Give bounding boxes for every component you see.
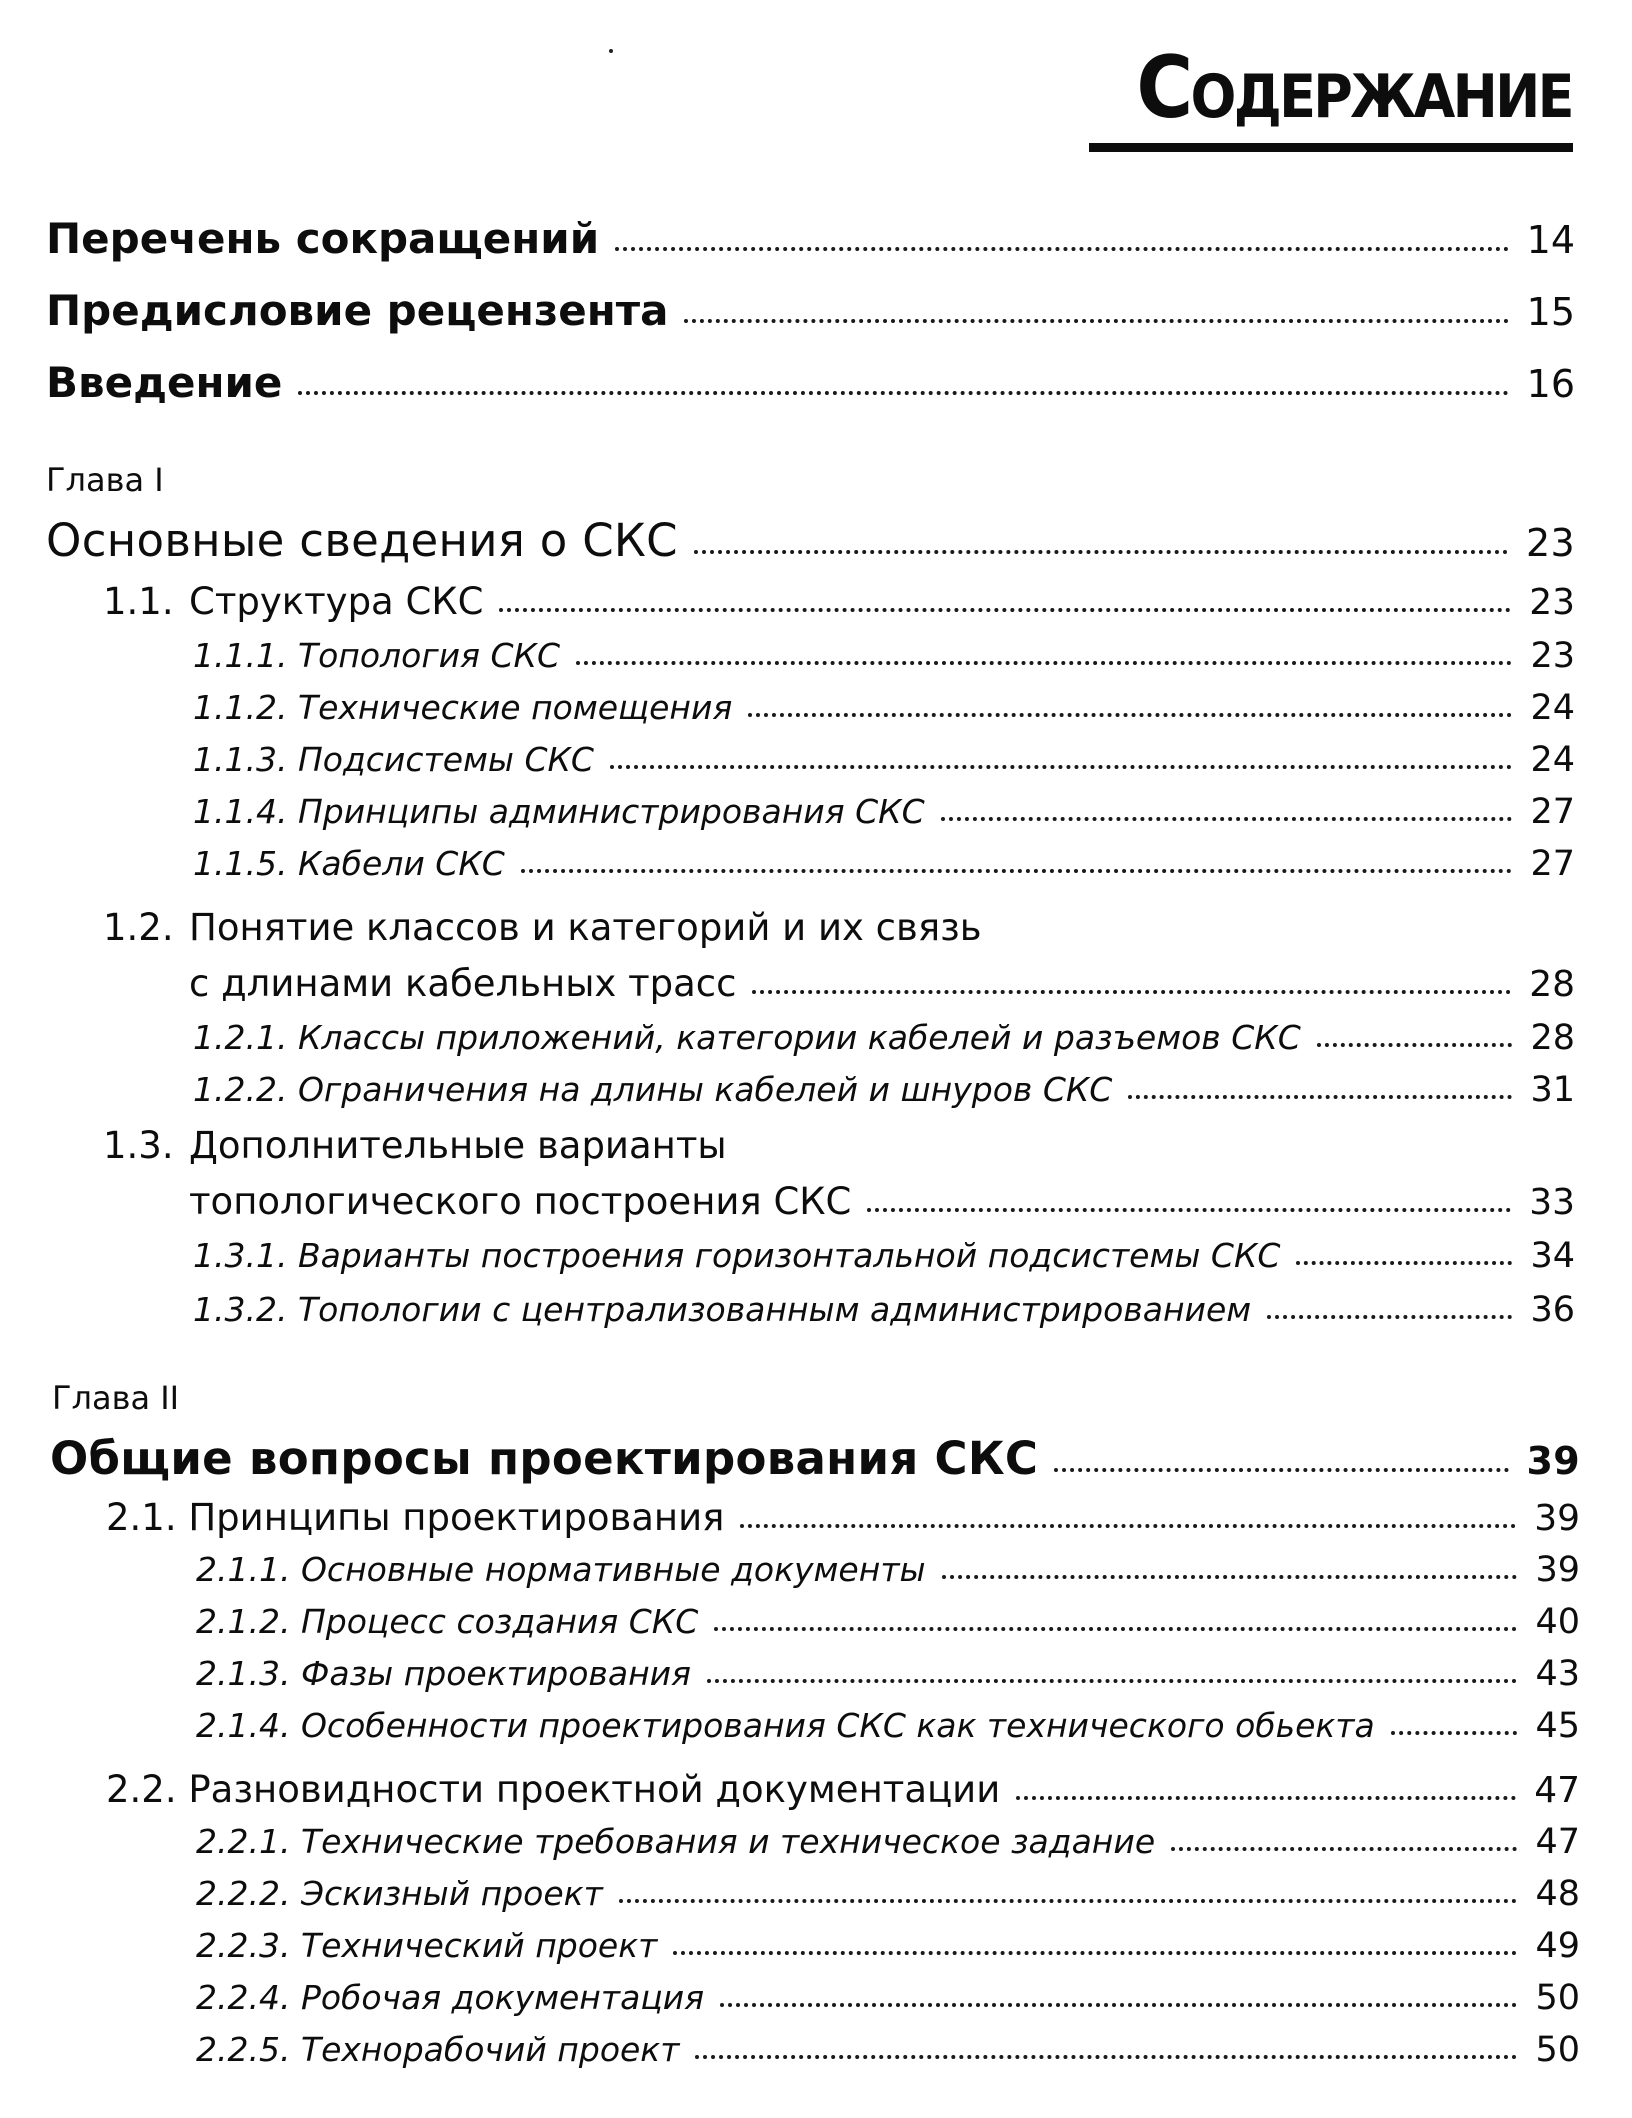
- dot-leader: [521, 869, 1513, 873]
- toc-entry-label: 1.3.2. Топологии с централизованным администрированием: [193, 1290, 1252, 1329]
- toc-entry-label: 1.2.1. Классы приложений, категории кабелей и разъемов СКС: [193, 1018, 1301, 1057]
- toc-entry-abbreviations[interactable]: [46, 214, 1575, 263]
- toc-subsection-2-2-1[interactable]: [196, 1822, 1580, 1862]
- print-speck: [609, 49, 613, 53]
- toc-entry-label: 2.2.2. Эскизный проект: [196, 1874, 603, 1913]
- chapter-kicker: Глава I: [46, 461, 164, 499]
- toc-entry-label: 2.2. Разновидности проектной документации: [106, 1768, 1001, 1811]
- dot-leader: [720, 2003, 1517, 2007]
- dot-leader: [499, 608, 1511, 612]
- toc-page-number: 31: [1530, 1070, 1575, 1110]
- toc-section-1-3-heading[interactable]: [103, 1124, 727, 1167]
- toc-subsection-2-1-3[interactable]: [196, 1654, 1580, 1694]
- section-title: Структура СКС: [189, 580, 484, 623]
- toc-page-number: 33: [1529, 1182, 1575, 1223]
- toc-section-1-3[interactable]: [189, 1180, 1575, 1223]
- chapter-kicker: Глава II: [52, 1379, 180, 1417]
- toc-page-number: 27: [1530, 792, 1575, 832]
- section-number: 1.1.: [103, 580, 174, 623]
- toc-subsection-1-2-2[interactable]: [193, 1070, 1575, 1110]
- toc-subsection-1-3-1[interactable]: [193, 1236, 1575, 1276]
- toc-entry-label: 2.2.1. Технические требования и техническое задание: [196, 1822, 1156, 1861]
- dot-leader: [1171, 1847, 1517, 1851]
- dot-leader: [752, 990, 1511, 994]
- dot-leader: [1317, 1043, 1513, 1047]
- toc-subsection-2-1-2[interactable]: [196, 1602, 1580, 1642]
- toc-entry-label: 1.3.1. Варианты построения горизонтальной подсистемы СКС: [193, 1236, 1281, 1275]
- toc-section-2-1[interactable]: [106, 1496, 1580, 1539]
- dot-leader: [707, 1679, 1517, 1683]
- toc-entry-label: 1.1.4. Принципы администрирования СКС: [193, 792, 925, 831]
- toc-subsection-1-1-2[interactable]: [193, 688, 1575, 728]
- dot-leader: [748, 713, 1512, 717]
- page-title: Содержание: [1136, 38, 1572, 138]
- dot-leader: [740, 1524, 1516, 1528]
- toc-page-number: 40: [1535, 1602, 1580, 1642]
- toc-chapter-2[interactable]: [50, 1432, 1580, 1485]
- dot-leader: [1296, 1261, 1512, 1265]
- toc-entry-label: Предисловие рецензента: [46, 286, 669, 335]
- toc-page-number: 28: [1529, 964, 1575, 1005]
- toc-entry-label: 1.1.2. Технические помещения: [193, 688, 733, 727]
- toc-page-number: 43: [1535, 1654, 1580, 1694]
- dot-leader: [942, 1575, 1518, 1579]
- toc-entry-introduction[interactable]: [46, 358, 1575, 407]
- toc-subsection-2-2-4[interactable]: [196, 1978, 1580, 2018]
- toc-page-number: 39: [1534, 1498, 1580, 1539]
- title-underline: [1089, 143, 1573, 152]
- dot-leader: [298, 391, 1508, 395]
- toc-subsection-1-1-5[interactable]: [193, 844, 1575, 884]
- dot-leader: [610, 765, 1512, 769]
- toc-section-1-2[interactable]: [189, 962, 1575, 1005]
- toc-entry-label: 1.1.5. Кабели СКС: [193, 844, 505, 883]
- toc-page-number: 50: [1535, 1978, 1580, 2018]
- dot-leader: [941, 817, 1513, 821]
- section-number: 1.2.: [103, 906, 174, 949]
- toc-subsection-2-2-2[interactable]: [196, 1874, 1580, 1914]
- dot-leader: [867, 1208, 1511, 1212]
- toc-subsection-2-1-4[interactable]: [196, 1706, 1580, 1746]
- toc-entry-label: 1.1.3. Подсистемы СКС: [193, 740, 594, 779]
- section-title-line2: с длинами кабельных трасс: [189, 962, 737, 1005]
- toc-subsection-1-1-3[interactable]: [193, 740, 1575, 780]
- toc-page-number: 48: [1535, 1874, 1580, 1914]
- toc-entry-label: 2.2.4. Робочая документация: [196, 1978, 705, 2017]
- toc-entry-label: 2.1.2. Процесс создания СКС: [196, 1602, 699, 1641]
- toc-page-number: 47: [1535, 1822, 1580, 1862]
- toc-entry-label: 2.1.3. Фазы проектирования: [196, 1654, 691, 1693]
- toc-page-number: 36: [1530, 1290, 1575, 1330]
- toc-page-number: 15: [1526, 290, 1575, 334]
- dot-leader: [1267, 1315, 1512, 1319]
- dot-leader: [615, 247, 1508, 251]
- toc-page-number: 14: [1526, 218, 1575, 262]
- toc-entry-label: Общие вопросы проектирования СКС: [50, 1432, 1039, 1485]
- toc-entry-label: 2.1.1. Основные нормативные документы: [196, 1550, 926, 1589]
- toc-page-number: 23: [1526, 521, 1575, 565]
- toc-page-number: 16: [1526, 362, 1575, 406]
- toc-page-number: 28: [1530, 1018, 1575, 1058]
- toc-section-1-2-heading[interactable]: [103, 906, 982, 949]
- toc-entry-label: 2.1. Принципы проектирования: [106, 1496, 725, 1539]
- section-title-line1: Понятие классов и категорий и их связь: [189, 906, 982, 949]
- toc-page-number: 24: [1530, 688, 1575, 728]
- toc-subsection-2-2-5[interactable]: [196, 2030, 1580, 2070]
- toc-section-2-2[interactable]: [106, 1768, 1580, 1811]
- dot-leader: [1391, 1731, 1518, 1735]
- section-title-line1: Дополнительные варианты: [189, 1124, 727, 1167]
- toc-subsection-1-2-1[interactable]: [193, 1018, 1575, 1058]
- toc-page-number: 39: [1526, 1439, 1580, 1483]
- dot-leader: [1016, 1796, 1516, 1800]
- toc-page-number: 34: [1530, 1236, 1575, 1276]
- toc-entry-label: 2.2.3. Технический проект: [196, 1926, 658, 1965]
- toc-page-number: 45: [1535, 1706, 1580, 1746]
- dot-leader: [714, 1627, 1517, 1631]
- dot-leader: [1128, 1095, 1512, 1099]
- toc-page-number: 39: [1535, 1550, 1580, 1590]
- dot-leader: [619, 1899, 1518, 1903]
- toc-entry-label: Основные сведения о СКС: [46, 514, 678, 567]
- toc-entry-label: 2.1.4. Особенности проектирования СКС как технического обьекта: [196, 1706, 1375, 1745]
- toc-subsection-2-2-3[interactable]: [196, 1926, 1580, 1966]
- dot-leader: [695, 2055, 1517, 2059]
- toc-page-number: 49: [1535, 1926, 1580, 1966]
- dot-leader: [576, 661, 1512, 665]
- toc-page-number: 50: [1535, 2030, 1580, 2070]
- dot-leader: [673, 1951, 1517, 1955]
- dot-leader: [1054, 1468, 1508, 1472]
- toc-entry-label: 1.2.2. Ограничения на длины кабелей и шнуров СКС: [193, 1070, 1113, 1109]
- toc-page-number: 47: [1534, 1770, 1580, 1811]
- toc-subsection-2-1-1[interactable]: [196, 1550, 1580, 1590]
- toc-subsection-1-1-1[interactable]: [193, 636, 1575, 676]
- dot-leader: [694, 550, 1508, 554]
- toc-entry-label: [103, 580, 483, 623]
- toc-entry-reviewer-preface[interactable]: [46, 286, 1575, 335]
- section-title-line2: топологического построения СКС: [189, 1180, 852, 1223]
- dot-leader: [684, 319, 1508, 323]
- toc-entry-label: Введение: [46, 358, 283, 407]
- toc-page-number: 24: [1530, 740, 1575, 780]
- section-number: 1.3.: [103, 1124, 174, 1167]
- toc-subsection-1-1-4[interactable]: [193, 792, 1575, 832]
- toc-page-number: 23: [1530, 636, 1575, 676]
- toc-page-number: 27: [1530, 844, 1575, 884]
- toc-entry-label: Перечень сокращений: [46, 214, 600, 263]
- toc-subsection-1-3-2[interactable]: [193, 1290, 1575, 1330]
- toc-page-number: 23: [1529, 582, 1575, 623]
- toc-entry-label: 2.2.5. Технорабочий проект: [196, 2030, 680, 2069]
- toc-section-1-1[interactable]: [103, 580, 1575, 623]
- toc-entry-label: 1.1.1. Топология СКС: [193, 636, 560, 675]
- toc-chapter-1[interactable]: [46, 514, 1575, 567]
